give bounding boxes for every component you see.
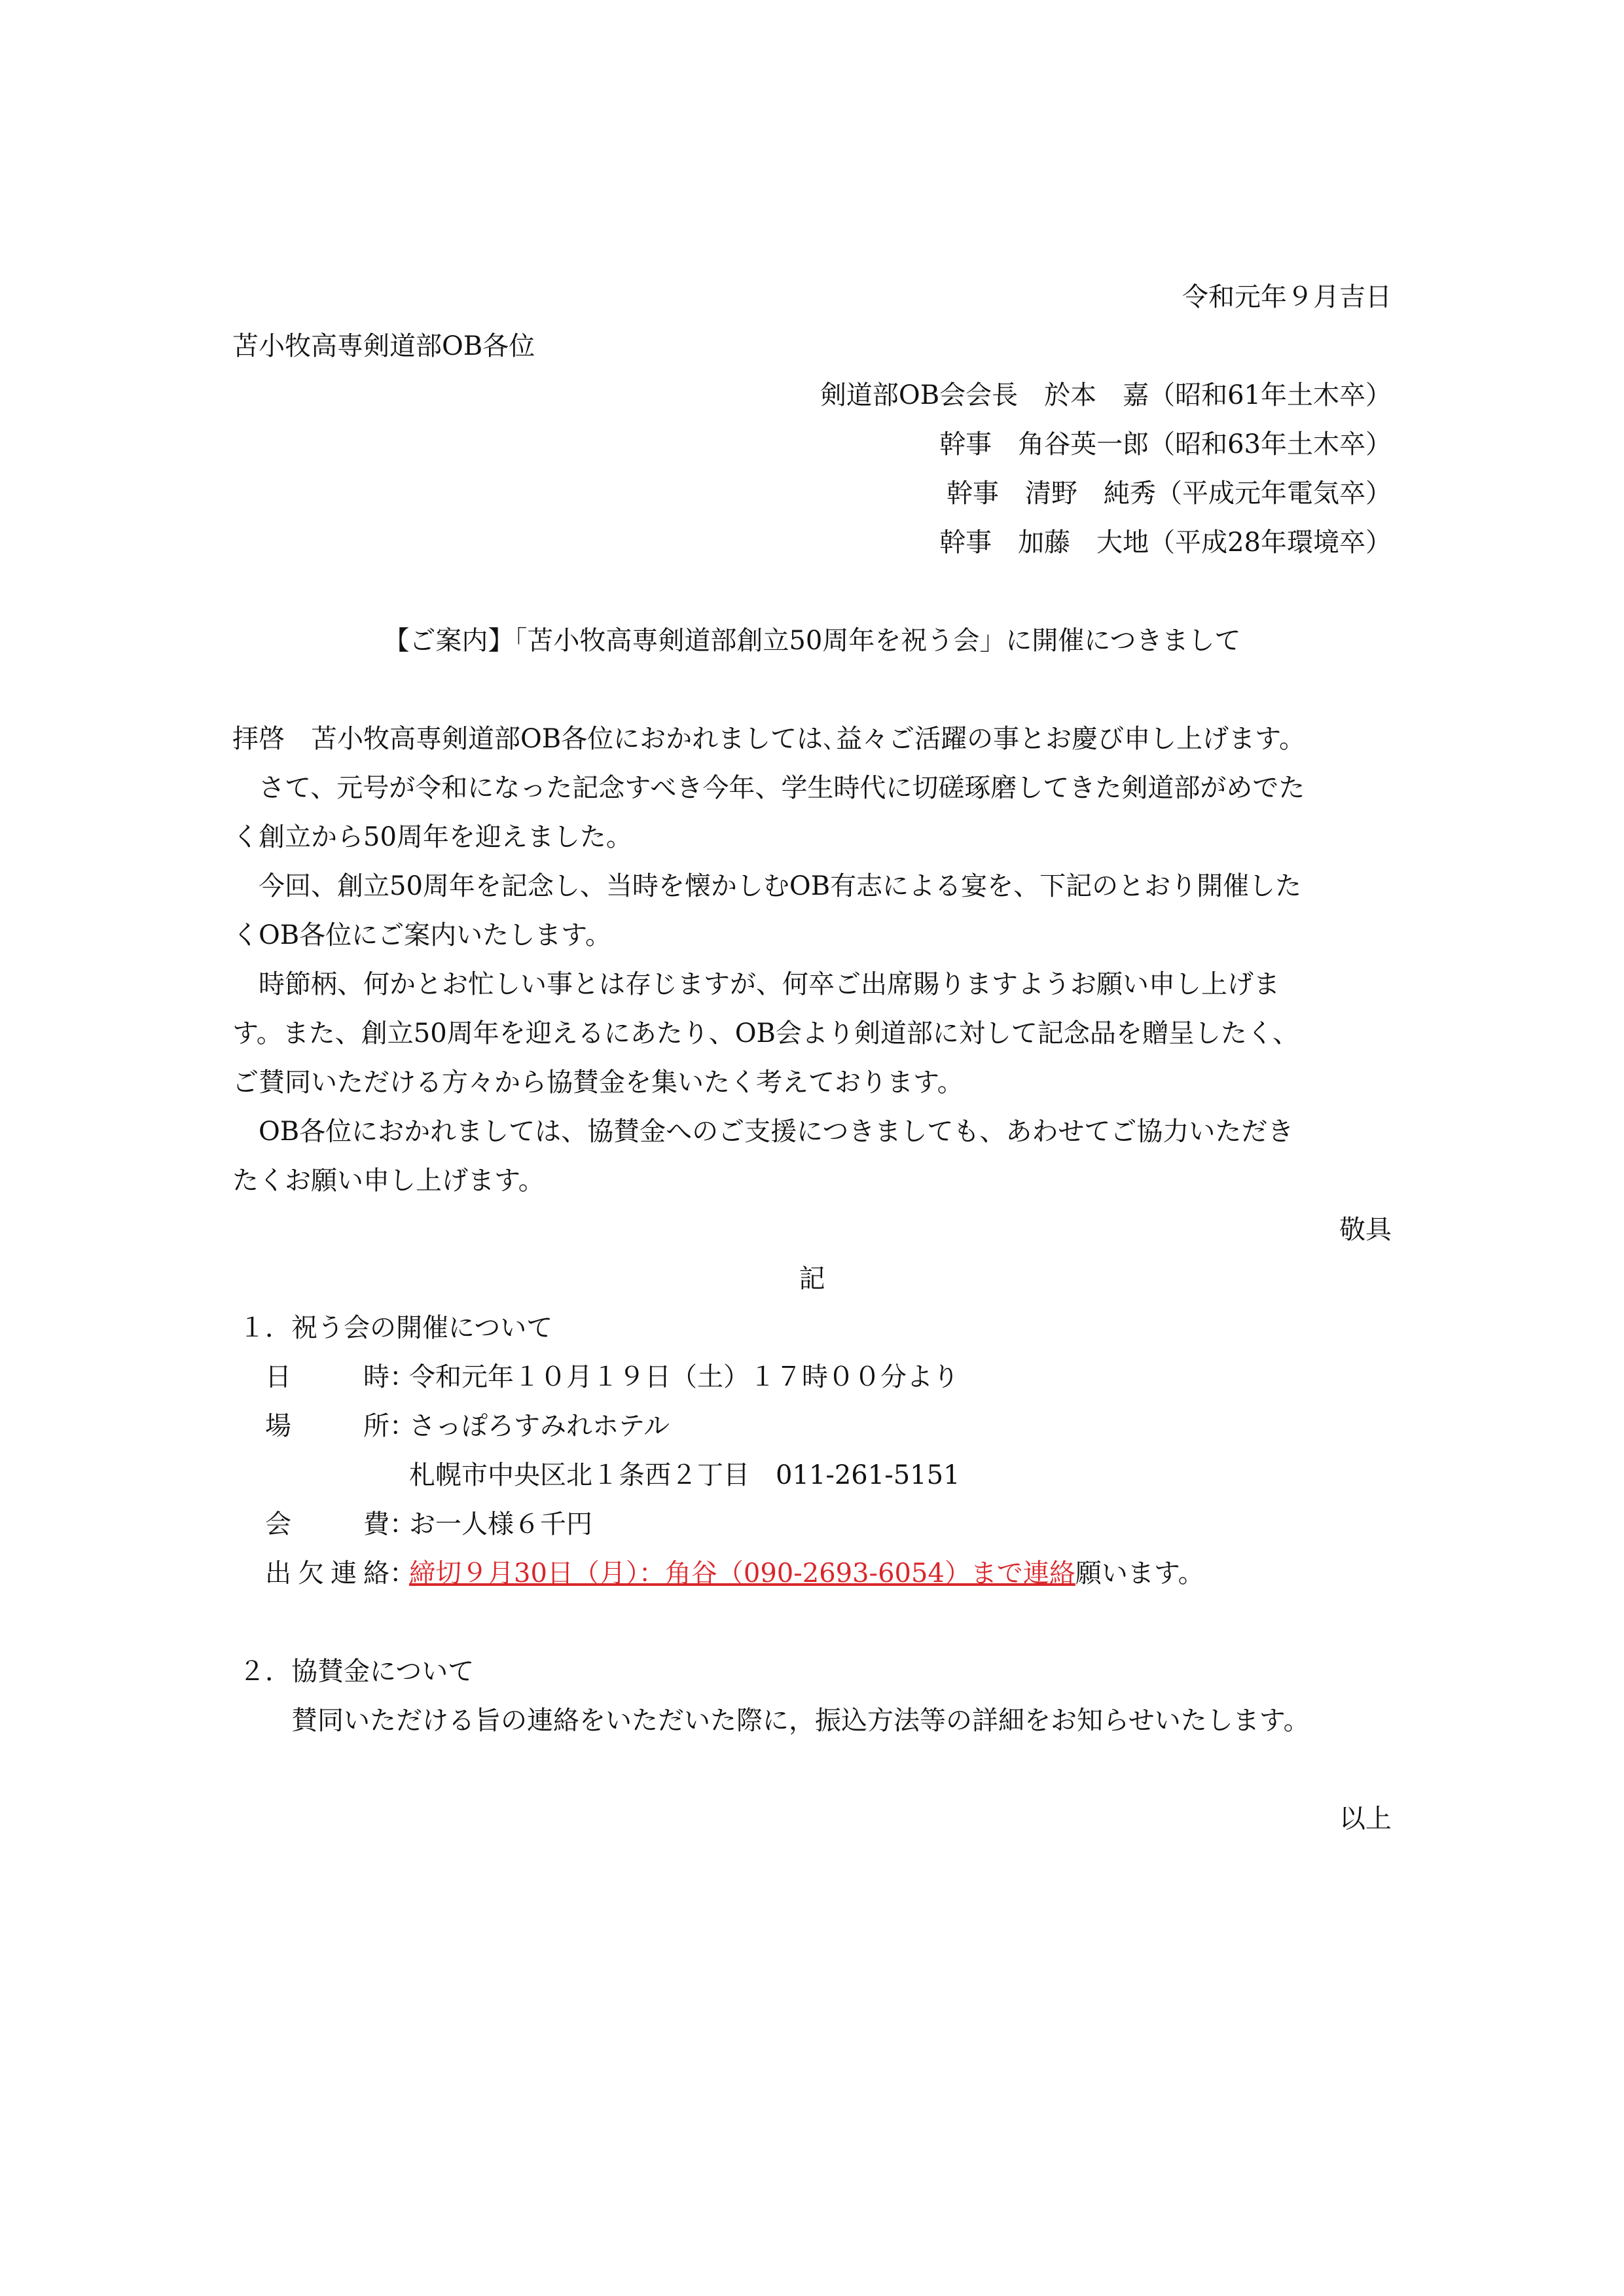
section2-text: 賛同いただける旨の連絡をいただいた際に，振込方法等の詳細をお知らせいたします。 xyxy=(291,1706,1310,1736)
rsvp-label: 出欠連絡 xyxy=(265,1558,389,1588)
sender-line: 幹事 加藤 大地（平成28年環境卒） xyxy=(939,528,1392,558)
body-line: ご賛同いただける方々から協賛金を集いたく考えております。 xyxy=(232,1067,964,1098)
fee-label: 会費 xyxy=(265,1509,389,1539)
body-line: 時節柄、何かとお忙しい事とは存じますが、何卒ご出席賜りますようお願い申し上げま xyxy=(259,969,1280,999)
colon: ： xyxy=(389,1558,416,1588)
body-line: す。また、創立50周年を迎えるにあたり、OB会より剣道部に対して記念品を贈呈したく、 xyxy=(232,1018,1299,1049)
datetime-row xyxy=(265,1361,959,1393)
sender-line: 幹事 清野 純秀（平成元年電気卒） xyxy=(947,478,1392,509)
colon: ： xyxy=(389,1362,416,1392)
rsvp-tail: 願います。 xyxy=(1075,1558,1204,1588)
sender-line: 剣道部OB会会長 於本 嘉（昭和61年土木卒） xyxy=(820,380,1392,410)
body-line: く創立から50周年を迎えました。 xyxy=(232,822,632,852)
place-row xyxy=(265,1410,670,1442)
section1-heading: １．祝う会の開催について xyxy=(239,1313,553,1343)
rsvp-deadline-highlight: 締切９月30日（月）：角谷（090-2693-6054）まで連絡 xyxy=(409,1558,1075,1588)
sender-line: 幹事 角谷英一郎（昭和63年土木卒） xyxy=(939,429,1392,459)
ki-heading: 記 xyxy=(799,1264,825,1294)
rsvp-row xyxy=(265,1558,1204,1589)
colon: ： xyxy=(389,1411,416,1441)
closing-ijo: 以上 xyxy=(1339,1804,1392,1834)
datetime-label: 日時 xyxy=(265,1362,389,1392)
colon: ： xyxy=(389,1509,416,1539)
body-line: 今回、創立50周年を記念し、当時を懐かしむOB有志による宴を、下記のとおり開催した xyxy=(259,871,1302,901)
fee-row xyxy=(265,1509,592,1540)
datetime-value: 令和元年１０月１９日（土）１７時００分より xyxy=(409,1362,959,1392)
fee-value: お一人様６千円 xyxy=(409,1509,592,1539)
addressee: 苫小牧高専剣道部OB各位 xyxy=(232,331,535,361)
closing-keigu: 敬具 xyxy=(1339,1215,1392,1245)
place-label: 場所 xyxy=(265,1411,389,1441)
section2-heading: ２．協賛金について xyxy=(239,1657,475,1687)
body-line: たくお願い申し上げます。 xyxy=(232,1166,545,1196)
body-line: OB各位におかれましては、協賛金へのご支援につきましても、あわせてご協力いただき xyxy=(259,1117,1294,1147)
document-title: 【ご案内】「苫小牧高専剣道部創立50周年を祝う会」に開催につきまして xyxy=(383,626,1241,656)
address-line: 札幌市中央区北１条西２丁目 011-261-5151 xyxy=(409,1460,960,1490)
body-line: さて、元号が令和になった記念すべき今年、学生時代に切磋琢磨してきた剣道部がめでた xyxy=(259,773,1305,803)
body-line: 拝啓 苫小牧高専剣道部OB各位におかれましては､益々ご活躍の事とお慶び申し上げます。 xyxy=(232,724,1305,754)
place-value: さっぽろすみれホテル xyxy=(409,1411,670,1441)
body-line: くOB各位にご案内いたします。 xyxy=(232,920,611,950)
document-date: 令和元年９月吉日 xyxy=(1182,282,1392,312)
